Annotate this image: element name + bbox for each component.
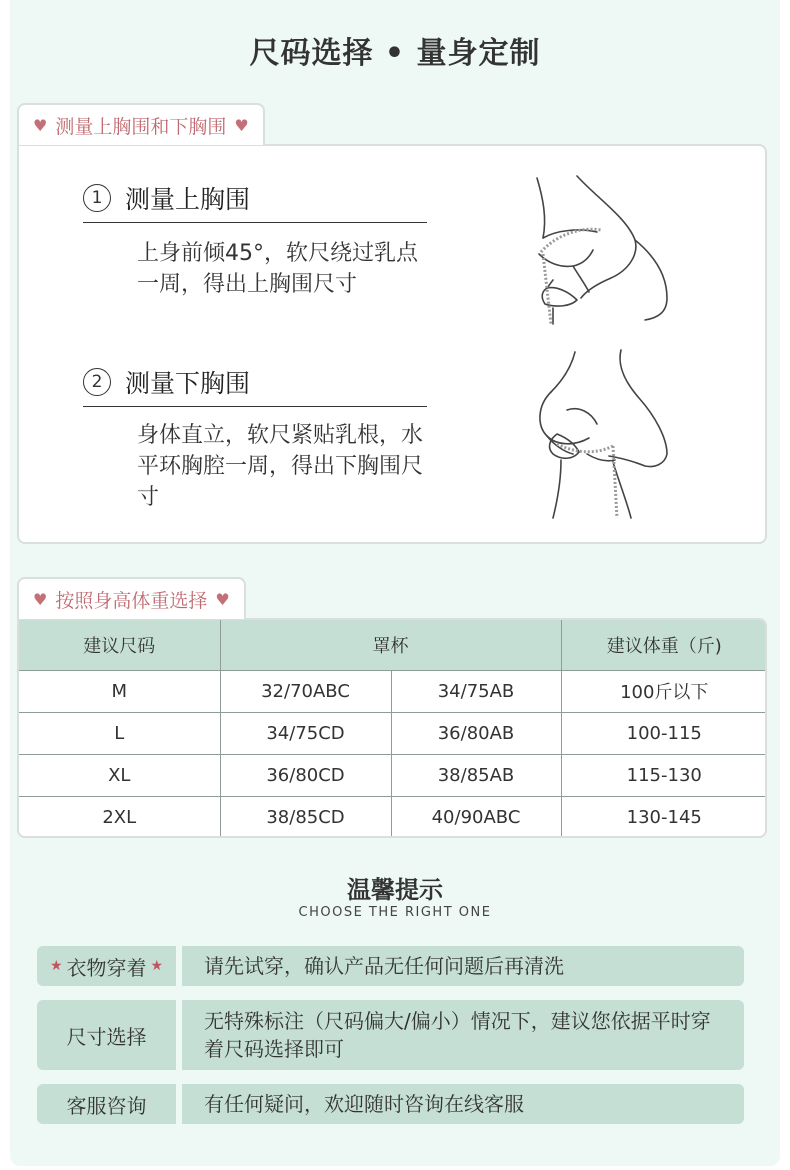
step-number-circle: 2 — [83, 368, 111, 396]
table-header-row — [19, 620, 767, 670]
cell-size: M — [19, 670, 220, 712]
measure-tab-label: 测量上胸围和下胸围 — [55, 115, 227, 138]
step-2-title: 测量下胸围 — [125, 369, 251, 398]
cell-cup: 40/90ABC — [391, 796, 561, 838]
table-row — [19, 670, 767, 712]
cell-weight: 100斤以下 — [561, 670, 767, 712]
tip-label — [37, 1000, 176, 1070]
cell-size: XL — [19, 754, 220, 796]
tips-title: 温馨提示 — [347, 876, 443, 904]
tip-label — [37, 946, 176, 986]
tips-subtitle: CHOOSE THE RIGHT ONE — [298, 905, 492, 920]
header-size: 建议尺码 — [19, 620, 220, 670]
cell-cup: 38/85AB — [391, 754, 561, 796]
upper-bust-illustration — [517, 168, 677, 338]
cell-cup: 34/75AB — [391, 670, 561, 712]
tip-text: 有任何疑问，欢迎随时咨询在线客服 — [182, 1084, 744, 1124]
heart-icon: ♥ — [33, 115, 48, 135]
star-icon: ★ — [150, 958, 164, 974]
size-table-wrap — [17, 618, 767, 838]
cell-cup: 36/80CD — [220, 754, 391, 796]
cell-cup: 34/75CD — [220, 712, 391, 754]
tip-label-text: 尺寸选择 — [66, 1024, 147, 1049]
cell-size: 2XL — [19, 796, 220, 838]
step-1-heading — [83, 180, 427, 223]
size-tab — [17, 577, 246, 619]
tip-label — [37, 1084, 176, 1124]
header-cup: 罩杯 — [220, 620, 561, 670]
header-weight: 建议体重（斤) — [561, 620, 767, 670]
cell-weight: 100-115 — [561, 712, 767, 754]
cell-weight: 115-130 — [561, 754, 767, 796]
tip-text: 无特殊标注（尺码偏大/偏小）情况下，建议您依据平时穿着尺码选择即可 — [182, 1000, 744, 1070]
tip-label-text: 衣物穿着 — [66, 955, 147, 980]
step-2-heading — [83, 364, 427, 407]
size-table — [19, 620, 767, 838]
cell-weight: 130-145 — [561, 796, 767, 838]
step-number-circle: 1 — [83, 184, 111, 212]
step-1-title: 测量上胸围 — [125, 185, 251, 214]
table-row — [19, 754, 767, 796]
tip-text: 请先试穿，确认产品无任何问题后再清洗 — [182, 946, 744, 986]
cell-cup: 32/70ABC — [220, 670, 391, 712]
page-title: 尺码选择 • 量身定制 — [249, 36, 541, 71]
table-row — [19, 712, 767, 754]
size-tab-label: 按照身高体重选择 — [55, 589, 208, 612]
tip-row-service — [37, 1084, 744, 1124]
step-2-text: 身体直立，软尺紧贴乳根，水平环胸腔一周，得出下胸围尺寸 — [137, 423, 424, 510]
under-bust-illustration — [517, 342, 677, 522]
cell-cup: 38/85CD — [220, 796, 391, 838]
heart-icon: ♥ — [33, 589, 48, 609]
star-icon: ★ — [49, 958, 63, 974]
tip-row-wearing — [37, 946, 744, 986]
table-row — [19, 796, 767, 838]
cell-size: L — [19, 712, 220, 754]
tip-label-text: 客服咨询 — [66, 1093, 147, 1118]
tip-row-size — [37, 1000, 744, 1070]
step-1-text: 上身前倾45°，软尺绕过乳点一周，得出上胸围尺寸 — [137, 241, 418, 297]
measure-tab — [17, 103, 265, 145]
heart-icon: ♥ — [215, 589, 230, 609]
cell-cup: 36/80AB — [391, 712, 561, 754]
measure-card — [17, 144, 767, 544]
heart-icon: ♥ — [234, 115, 249, 135]
